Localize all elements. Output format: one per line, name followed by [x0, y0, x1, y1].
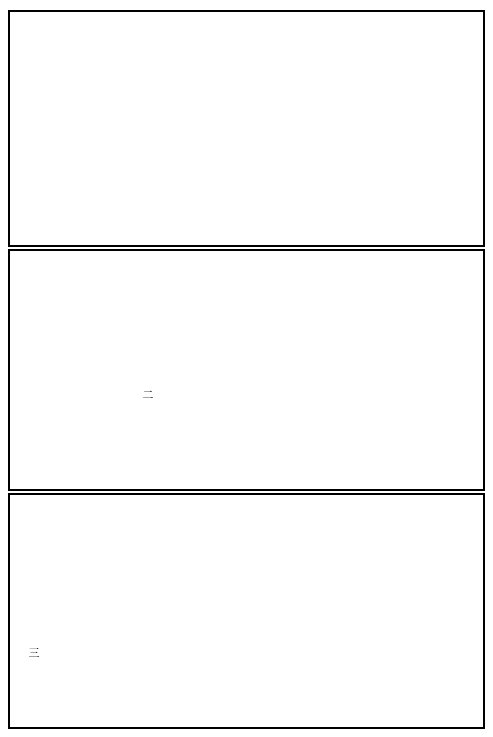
- folio-number: 二: [141, 389, 154, 400]
- page-panel-top: [8, 10, 485, 247]
- folio-number: 三: [27, 647, 40, 658]
- page-panel-bottom: [8, 493, 485, 729]
- page-panel-middle: [8, 249, 485, 491]
